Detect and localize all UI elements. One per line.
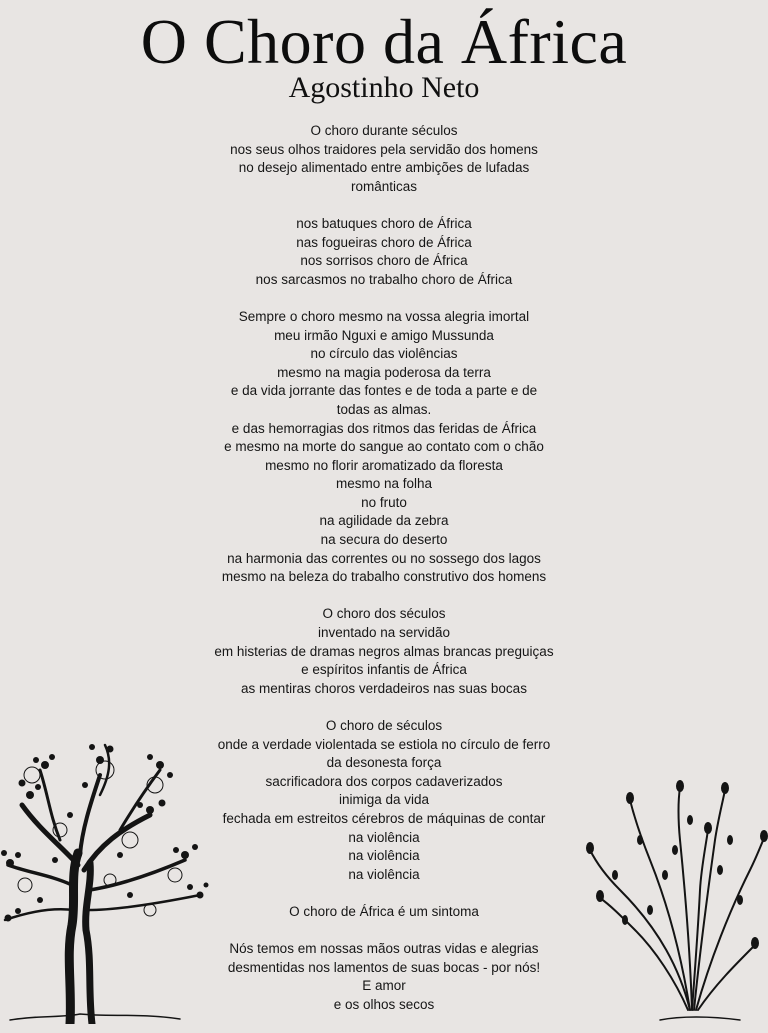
poem-line: na violência [348, 829, 420, 845]
poem-line: O choro de África é um sintoma [289, 903, 479, 919]
poem-line: no fruto [361, 494, 407, 510]
poem-line: e mesmo na morte do sangue ao contato com o chão [224, 439, 544, 455]
poem-line: todas as almas. [336, 401, 432, 417]
poem-stanza [150, 903, 618, 922]
poem-stanza [150, 605, 618, 698]
poem-line: O choro dos séculos [322, 606, 446, 622]
poem-line: na harmonia das correntes ou no sossego dos lagos [227, 550, 541, 566]
poem-line: onde a verdade violentada se estiola no círculo de ferro [217, 736, 551, 752]
poem-title: O Choro da África [140, 6, 628, 77]
poem-line: fechada em estreitos cérebros de máquinas de contar [222, 810, 546, 826]
poem-line: mesmo na folha [335, 476, 433, 492]
shrub-illustration [580, 780, 768, 1024]
poem-line: e da vida jorrante das fontes e de toda a parte e de [230, 383, 538, 399]
poem-stanza [150, 122, 618, 196]
poem-line: desmentidas nos lamentos de suas bocas - por nós! [227, 959, 541, 975]
poem-line: meu irmão Nguxi e amigo Mussunda [274, 327, 494, 343]
poem-line: inventado na servidão [317, 625, 451, 641]
tree-illustration [0, 735, 215, 1024]
poem-line: mesmo no florir aromatizado da floresta [265, 457, 503, 473]
poem-line: românticas [350, 178, 418, 194]
poem-line: nos sorrisos choro de África [300, 253, 468, 269]
poem-author: Agostinho Neto [288, 71, 480, 104]
poem-line: e os olhos secos [333, 996, 435, 1012]
poem-line: da desonesta força [326, 755, 442, 771]
poem-line: sacrificadora dos corpos cadaverizados [265, 773, 503, 789]
poem-line: O choro de séculos [325, 718, 443, 733]
poem-body [150, 122, 618, 1033]
poem-line: em histerias de dramas negros almas brancas preguiças [214, 643, 554, 659]
poem-line: mesmo na magia poderosa da terra [277, 364, 491, 380]
poem-line: Nós temos em nossas mãos outras vidas e alegrias [229, 941, 539, 957]
poem-stanza [150, 717, 618, 884]
poem-line: E amor [362, 978, 406, 994]
poem-line: nos sarcasmos no trabalho choro de África [255, 271, 513, 287]
poem-line: nas fogueiras choro de África [296, 234, 472, 250]
poem-line: no círculo das violências [310, 346, 458, 362]
poem-line: O choro durante séculos [310, 123, 458, 138]
poem-stanza [150, 940, 618, 1014]
poem-stanza [150, 215, 618, 289]
poem-line: nos seus olhos traidores pela servidão dos homens [230, 141, 538, 157]
poem-line: e das hemorragias dos ritmos das feridas de África [231, 420, 537, 436]
poem-line: na secura do deserto [320, 532, 448, 548]
poem-line: na violência [348, 866, 420, 882]
poem-line: as mentiras choros verdadeiros nas suas bocas [241, 680, 527, 696]
poem-line: mesmo na beleza do trabalho construtivo dos homens [221, 569, 547, 585]
poem-line: inimiga da vida [338, 792, 430, 808]
poem-line: na agilidade da zebra [319, 513, 449, 529]
poem-line: na violência [348, 848, 420, 864]
poem-line: e espíritos infantis de África [301, 662, 467, 678]
poem-line: nos batuques choro de África [296, 215, 472, 231]
poem-stanza [150, 308, 618, 587]
poem-line: Sempre o choro mesmo na vossa alegria imortal [238, 308, 530, 324]
poem-line: no desejo alimentado entre ambições de lufadas [238, 160, 530, 176]
